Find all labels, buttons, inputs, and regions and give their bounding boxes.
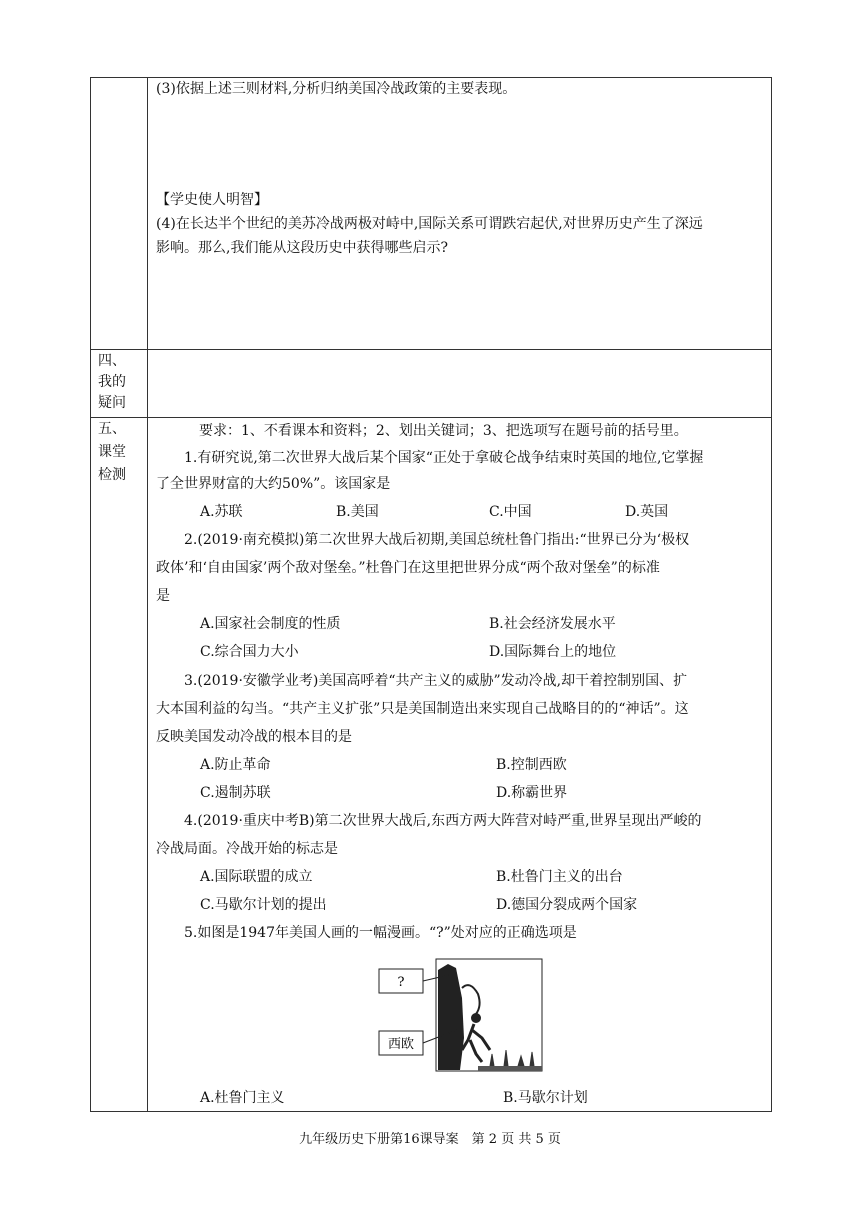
q2-option-d: D.国际舞台上的地位: [489, 644, 617, 660]
question-4-line-1: (4)在长达半个世纪的美苏冷战两极对峙中,国际关系可谓跌宕起伏,对世界历史产生了深远: [156, 216, 703, 232]
question-4-line-2: 影响。那么,我们能从这段历史中获得哪些启示?: [156, 240, 448, 256]
q4-line: 4.(2019·重庆中考B)第二次世界大战后,东西方两大阵营对峙严重,世界呈现出严峻的: [184, 813, 702, 829]
section4-label: 我的: [98, 374, 126, 390]
row-divider: [91, 349, 771, 350]
q3-line: 3.(2019·安徽学业考)美国高呼着“共产主义的威胁”发动冷战,却干着控制别国、扩: [184, 673, 688, 689]
section5-label: 检测: [98, 467, 126, 483]
section4-label: 四、: [98, 353, 126, 369]
q4-line: 冷战局面。冷战开始的标志是: [156, 841, 338, 857]
section5-label: 五、: [98, 421, 126, 437]
q2-option-b: B.社会经济发展水平: [489, 616, 616, 632]
section4-label: 疑问: [98, 395, 126, 411]
q3-option-c: C.遏制苏联: [200, 785, 271, 801]
section-heading: 【学史使人明智】: [156, 192, 268, 208]
q2-line: 2.(2019·南充模拟)第二次世界大战后初期,美国总统杜鲁门指出:“世界已分为‘极权: [184, 532, 690, 548]
cartoon-image: [378, 958, 543, 1072]
climber-head: [471, 1013, 481, 1023]
question-3-prompt: (3)依据上述三则材料,分析归纳美国冷战政策的主要表现。: [156, 81, 517, 97]
section5-label: 课堂: [98, 444, 126, 460]
q3-line: 大本国利益的勾当。“共产主义扩张”只是美国制造出来实现自己战略目的的“神话”。这: [156, 701, 689, 717]
q3-line: 反映美国发动冷战的根本目的是: [156, 729, 352, 745]
page-footer: 九年级历史下册第16课导案 第 2 页 共 5 页: [299, 1132, 561, 1147]
q2-option-c: C.综合国力大小: [200, 644, 299, 660]
q3-option-d: D.称霸世界: [496, 785, 568, 801]
q5-option-a: A.杜鲁门主义: [200, 1090, 285, 1106]
q4-option-c: C.马歇尔计划的提出: [200, 897, 327, 913]
q1-option-d: D.英国: [625, 504, 669, 520]
q1-option-a: A.苏联: [200, 504, 243, 520]
column-divider: [147, 78, 148, 1111]
q5-option-b: B.马歇尔计划: [503, 1090, 588, 1106]
q3-option-b: B.控制西欧: [496, 757, 567, 773]
q2-line: 是: [156, 588, 170, 604]
q2-line: 政体’和‘自由国家’两个敌对堡垒。”杜鲁门在这里把世界分成“两个敌对堡垒”的标准: [156, 560, 660, 576]
q4-option-d: D.德国分裂成两个国家: [496, 897, 638, 913]
q1-option-b: B.美国: [336, 504, 379, 520]
ground-shape: [478, 1066, 542, 1071]
q5-line: 5.如图是1947年美国人画的一幅漫画。“?”处对应的正确选项是: [184, 925, 577, 941]
requirement-text: 要求：1、不看课本和资料；2、划出关键词；3、把选项写在题号前的括号里。: [199, 423, 688, 439]
q3-option-a: A.防止革命: [200, 757, 271, 773]
q4-option-b: B.杜鲁门主义的出台: [496, 869, 623, 885]
q4-option-a: A.国际联盟的成立: [200, 869, 313, 885]
cartoon-question-mark: ?: [397, 975, 405, 990]
row-divider: [91, 417, 771, 418]
q1-line: 了全世界财富的大约50%”。该国家是: [156, 476, 391, 492]
q1-option-c: C.中国: [489, 504, 532, 520]
q1-line: 1.有研究说,第二次世界大战后某个国家“正处于拿破仑战争结束时英国的地位,它掌握: [184, 450, 704, 466]
q2-option-a: A.国家社会制度的性质: [200, 616, 341, 632]
cartoon-label: 西欧: [387, 1037, 415, 1052]
